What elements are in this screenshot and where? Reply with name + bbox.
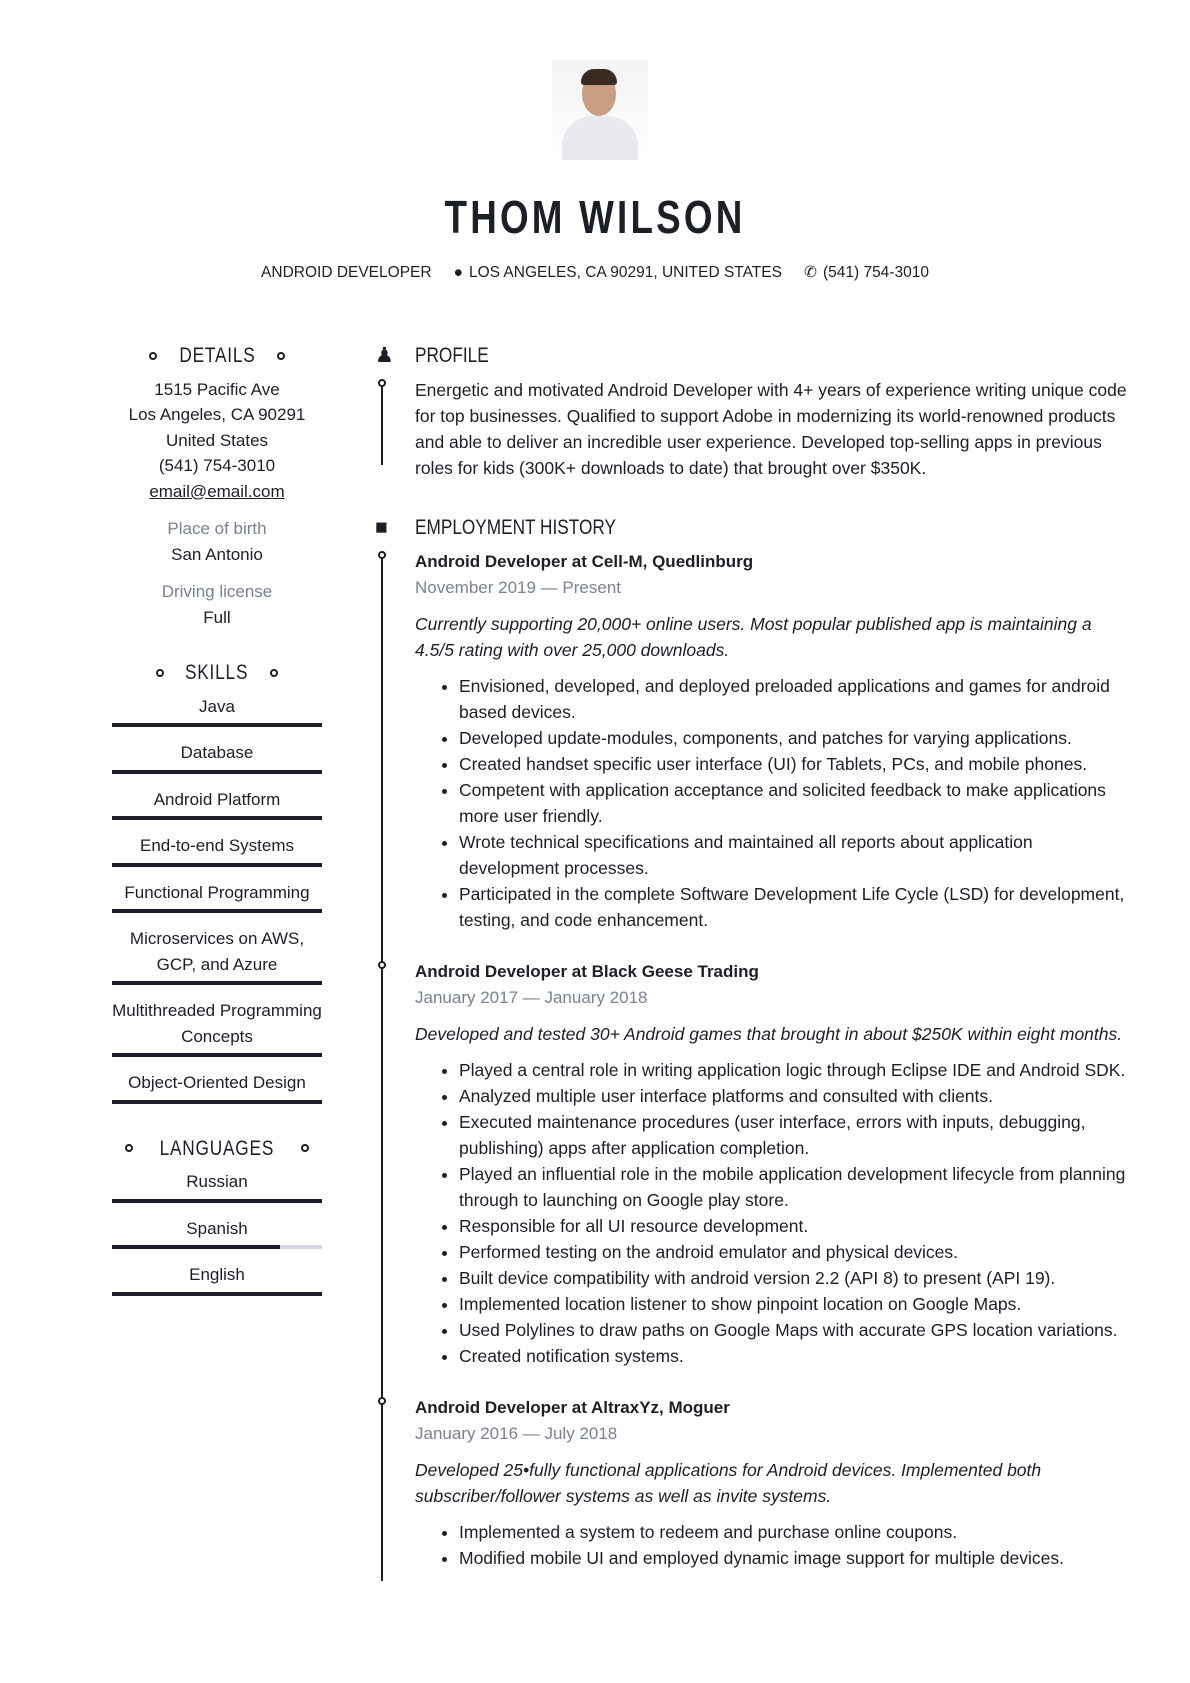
- skill-item: [112, 833, 322, 871]
- job-bullet: • Implemented a system to redeem and purchase online coupons.: [459, 1519, 1135, 1545]
- candidate-name: THOM WILSON: [444, 191, 746, 243]
- circle-icon: [156, 669, 164, 677]
- language-name: Russian: [186, 1172, 248, 1191]
- location-pin-icon: ●: [453, 263, 463, 281]
- job-summary: Developed and tested 30+ Android games that brought in about $250K within eight months.: [415, 1024, 1123, 1044]
- language-level-bar: [112, 1199, 322, 1203]
- email-link[interactable]: email@email.com: [149, 481, 285, 501]
- address-line: Los Angeles, CA 90291: [128, 405, 306, 424]
- skill-name: Functional Programming: [124, 882, 310, 902]
- job-bullets: [415, 673, 1135, 933]
- phone-icon: ✆: [803, 264, 817, 281]
- address-country: United States: [165, 430, 269, 450]
- skill-level-bar: [112, 770, 322, 774]
- skill-name: Database: [180, 743, 254, 762]
- languages-list: [82, 1169, 352, 1300]
- skill-item: [112, 787, 322, 825]
- license-value: Full: [203, 607, 231, 627]
- job-title: Android Developer at AltraxYz, Moguer: [415, 1398, 730, 1417]
- job-bullet: • Implemented location listener to show pinpoint location on Google Maps.: [459, 1291, 1135, 1317]
- job-bullet: • Performed testing on the android emulator and physical devices.: [459, 1239, 1135, 1265]
- job-summary: Currently supporting 20,000+ online users. Most popular published app is maintaining a 4.5/5 rating with over 25,000 downloads.: [415, 614, 1092, 660]
- job-entry: [415, 1395, 1135, 1571]
- job-entry: [415, 959, 1135, 1369]
- language-name: Spanish: [186, 1218, 248, 1238]
- skill-name: Java: [199, 696, 235, 716]
- skill-level-bar: [112, 1100, 322, 1104]
- circle-icon: [270, 669, 278, 677]
- circle-icon: [277, 352, 285, 360]
- job-bullet: • Competent with application acceptance and solicited feedback to make applications more user friendly.: [459, 777, 1135, 829]
- job-title: ANDROID DEVELOPER: [261, 263, 432, 281]
- skill-name: Microservices on AWS, GCP, and Azure: [129, 929, 305, 974]
- skill-level-bar: [112, 981, 322, 985]
- job-bullet: • Participated in the complete Software Development Life Cycle (LSD) for development, testing, and code enhancement.: [459, 881, 1135, 933]
- birth-label: Place of birth: [167, 519, 267, 538]
- job-bullet: • Built device compatibility with android version 2.2 (API 8) to present (API 19).: [459, 1265, 1135, 1291]
- job-bullet: • Created notification systems.: [459, 1343, 1135, 1369]
- skills-heading: SKILLS: [82, 660, 352, 686]
- job-bullet: • Wrote technical specifications and maintained all reports about application development processes.: [459, 829, 1135, 881]
- license-label: Driving license: [161, 582, 273, 601]
- job-title: Android Developer at Cell-M, Quedlinburg: [415, 552, 754, 571]
- left-column: [82, 343, 352, 1309]
- birth-value: San Antonio: [171, 544, 263, 564]
- skill-level-bar: [112, 1053, 322, 1057]
- job-bullets: [415, 1519, 1135, 1571]
- skill-level-bar: [112, 723, 322, 727]
- job-bullet: • Envisioned, developed, and deployed preloaded applications and games for android based devices.: [459, 673, 1135, 725]
- job-bullet: • Developed update-modules, components, and patches for varying applications.: [459, 725, 1135, 751]
- skills-list: [82, 694, 352, 1108]
- language-item: [112, 1169, 322, 1207]
- job-bullet: • Analyzed multiple user interface platforms and consulted with clients.: [459, 1083, 1135, 1109]
- header-phone: (541) 754-3010: [822, 263, 929, 281]
- address-line: 1515 Pacific Ave: [154, 379, 280, 399]
- job-bullet: • Responsible for all UI resource development.: [459, 1213, 1135, 1239]
- timeline-pin-icon: [378, 551, 386, 559]
- briefcase-icon: ■: [375, 516, 388, 539]
- skill-item: [112, 998, 322, 1061]
- job-entry: [415, 549, 1135, 933]
- skill-name: End-to-end Systems: [139, 836, 294, 855]
- header-location: LOS ANGELES, CA 90291, UNITED STATES: [468, 263, 782, 281]
- skill-item: [112, 694, 322, 732]
- job-dates: January 2017 — January 2018: [415, 988, 648, 1007]
- skill-level-bar: [112, 863, 322, 867]
- profile-photo: [552, 60, 648, 160]
- skill-item: [112, 926, 322, 989]
- job-bullet: • Used Polylines to draw paths on Google Maps with accurate GPS location variations.: [459, 1317, 1135, 1343]
- circle-icon: [301, 1144, 309, 1152]
- job-dates: November 2019 — Present: [415, 578, 621, 597]
- job-bullet: • Played an influential role in the mobile application development lifecycle from planning through to launching on Google play store.: [459, 1161, 1135, 1213]
- timeline-pin-icon: [378, 1397, 386, 1405]
- details-heading: DETAILS: [82, 343, 352, 369]
- language-level-bar: [112, 1292, 322, 1296]
- header-subtitle: [0, 263, 1190, 282]
- job-summary: Developed 25•fully functional applications for Android devices. Implemented both subscriber/follower systems as well as invite systems.: [415, 1460, 1042, 1506]
- skill-item: [112, 880, 322, 918]
- job-title: Android Developer at Black Geese Trading: [415, 962, 759, 981]
- job-dates: January 2016 — July 2018: [415, 1424, 618, 1443]
- job-bullet: • Played a central role in writing application logic through Eclipse IDE and Android SDK.: [459, 1057, 1135, 1083]
- profile-text: Energetic and motivated Android Developer with 4+ years of experience writing unique code for top businesses. Qualified to support Adobe in modernizing its world-renowned products and able to deliver an incredible user experience. Developed top-selling apps in previous roles for kids (300K+ downloads to date) that brought over $350K.: [415, 380, 1127, 478]
- job-bullet: • Created handset specific user interface (UI) for Tablets, PCs, and mobile phones.: [459, 751, 1135, 777]
- language-item: [112, 1262, 322, 1300]
- circle-icon: [149, 352, 157, 360]
- details-phone: (541) 754-3010: [158, 456, 276, 475]
- timeline-pin-icon: [378, 961, 386, 969]
- profile-heading: ♟ PROFILE: [365, 343, 1135, 369]
- skill-name: Android Platform: [153, 789, 281, 809]
- skill-item: [112, 740, 322, 778]
- language-item: [112, 1216, 322, 1254]
- person-icon: ♟: [375, 344, 394, 367]
- circle-icon: [125, 1144, 133, 1152]
- language-name: English: [189, 1265, 245, 1284]
- job-bullet: • Executed maintenance procedures (user interface, errors with inputs, debugging, publishing) apps after application completion.: [459, 1109, 1135, 1161]
- job-bullet: • Modified mobile UI and employed dynamic image support for multiple devices.: [459, 1545, 1135, 1571]
- right-column: [365, 343, 1135, 1597]
- skill-item: [112, 1070, 322, 1108]
- languages-heading: LANGUAGES: [82, 1136, 352, 1162]
- skill-name: Object-Oriented Design: [128, 1073, 306, 1092]
- skill-level-bar: [112, 909, 322, 913]
- employment-heading: ■ EMPLOYMENT HISTORY: [365, 515, 1135, 541]
- timeline-pin-icon: [378, 379, 386, 387]
- job-bullets: [415, 1057, 1135, 1369]
- skill-name: Multithreaded Programming Concepts: [112, 1001, 322, 1046]
- skill-level-bar: [112, 816, 322, 820]
- language-level-bar: [112, 1245, 322, 1249]
